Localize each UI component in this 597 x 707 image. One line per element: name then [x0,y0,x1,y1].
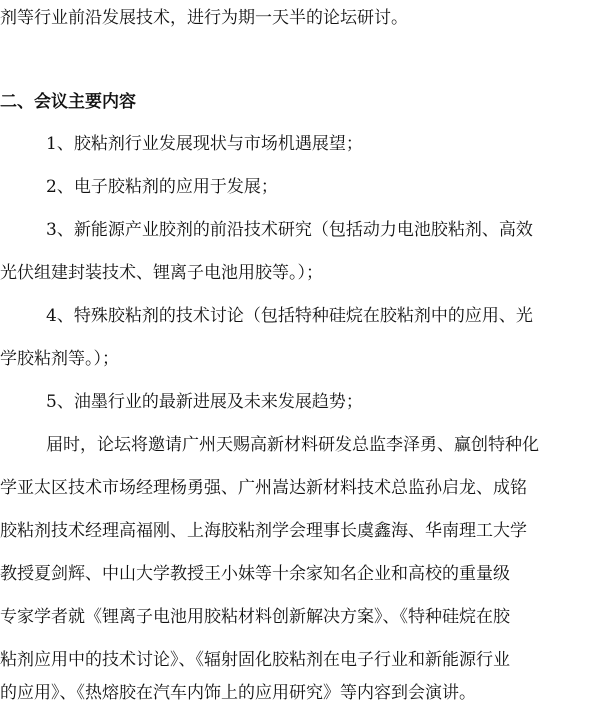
list-item-5: 5、油墨行业的最新进展及未来发展趋势； [46,392,363,412]
list-item-3-line-2: 光伏组建封装技术、锂离子电池用胶等。）； [0,263,323,283]
list-item-1: 1、胶粘剂行业发展现状与市场机遇展望； [46,134,363,154]
paragraph-line-7: 的应用》、《热熔胶在汽车内饰上的应用研究》等内容到会演讲。 [0,683,476,703]
list-item-2: 2、电子胶粘剂的应用于发展； [46,177,278,197]
list-item-4-line-1: 4、特殊胶粘剂的技术讨论（包括特种硅烷在胶粘剂中的应用、光 [46,306,533,326]
paragraph-line-6: 粘剂应用中的技术讨论》、《辐射固化胶粘剂在电子行业和新能源行业 [0,650,510,670]
list-item-3-line-1: 3、新能源产业胶剂的前沿技术研究（包括动力电池胶粘剂、高效 [46,220,533,240]
paragraph-line-2: 学亚太区技术市场经理杨勇强、广州嵩达新材料技术总监孙启龙、成铭 [0,478,527,498]
list-item-4-line-2: 学胶粘剂等。）； [0,349,119,369]
paragraph-line-3: 胶粘剂技术经理高福刚、上海胶粘剂学会理事长虞鑫海、华南理工大学 [0,521,527,541]
paragraph-continuation: 剂等行业前沿发展技术，进行为期一天半的论坛研讨。 [0,8,408,28]
paragraph-line-5: 专家学者就《锂离子电池用胶粘材料创新解决方案》、《特种硅烷在胶 [0,607,510,627]
paragraph-line-1: 届时，论坛将邀请广州天赐高新材料研发总监李泽勇、赢创特种化 [46,435,539,455]
section-heading: 二、会议主要内容 [0,92,136,112]
paragraph-line-4: 教授夏剑辉、中山大学教授王小妹等十余家知名企业和高校的重量级 [0,564,510,584]
